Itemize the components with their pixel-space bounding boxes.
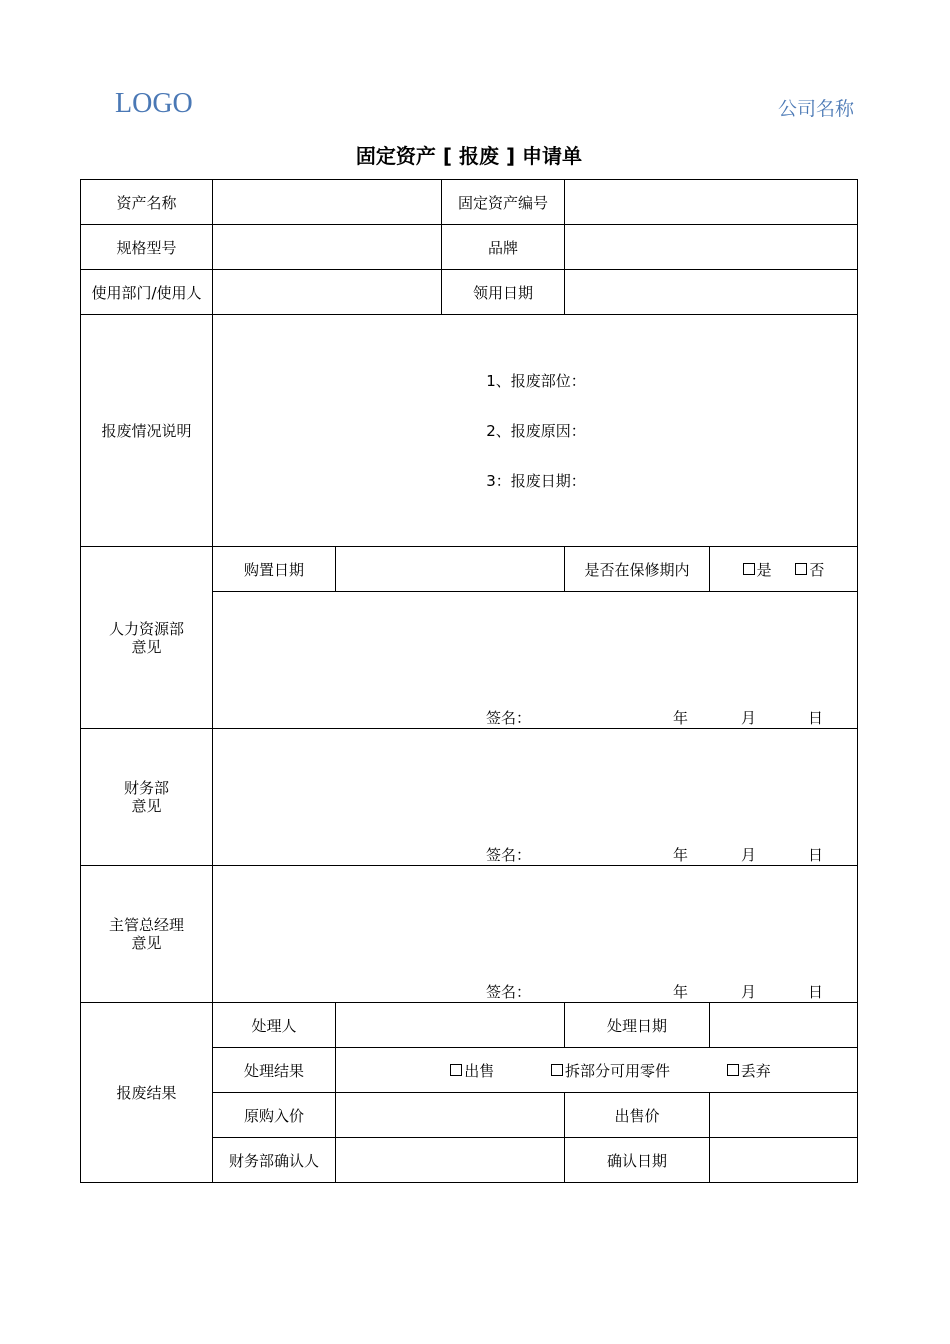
gm-opinion-field[interactable] [213,866,858,1003]
hr-opinion-field[interactable] [213,592,858,729]
option-parts-label: 拆部分可用零件 [564,1061,670,1080]
checkbox-icon[interactable] [795,563,807,575]
dept-field[interactable] [213,270,442,315]
logo: LOGO [115,88,193,119]
scrap-desc-label: 报废情况说明 [81,315,213,547]
handler-label: 处理人 [213,1003,336,1048]
day-label: 日 [808,983,824,1001]
gm-label-line2: 意见 [131,934,162,952]
gm-label-line1: 主管总经理 [108,916,184,934]
day-label: 日 [808,846,824,864]
finance-label-line1: 财务部 [123,779,169,797]
hr-label-line2: 意见 [131,637,162,656]
confirm-date-field[interactable] [710,1138,858,1183]
sign-label: 签名： [486,709,532,727]
row-hr-purchase [81,547,858,592]
day-label: 日 [808,709,824,727]
gm-signature-line [213,980,857,1002]
year-label: 年 [673,846,689,864]
scrap-part-line: 1、报废部位： [486,371,586,390]
asset-name-field[interactable] [213,180,442,225]
finance-opinion-field[interactable] [213,729,858,866]
purchase-date-label: 购置日期 [213,547,336,592]
sign-label: 签名： [486,983,532,1001]
finance-confirmer-label: 财务部确认人 [213,1138,336,1183]
option-discard[interactable] [727,1060,771,1081]
original-price-label: 原购入价 [213,1093,336,1138]
finance-confirmer-field[interactable] [336,1138,565,1183]
scrap-reason-line: 2、报废原因： [486,421,586,440]
year-label: 年 [673,709,689,727]
scrap-date-line: 3：报废日期： [486,471,586,490]
outcome-options [336,1048,858,1093]
row-dept [81,270,858,315]
row-scrap-desc [81,315,858,547]
dept-label: 使用部门/使用人 [81,270,213,315]
option-parts[interactable] [551,1060,670,1081]
scrap-application-form [80,179,858,1183]
checkbox-icon[interactable] [450,1064,462,1076]
row-asset-name [81,180,858,225]
warranty-label: 是否在保修期内 [565,547,710,592]
month-label: 月 [741,846,757,864]
asset-name-label: 资产名称 [81,180,213,225]
gm-opinion-label [81,866,213,1003]
checkbox-icon[interactable] [727,1064,739,1076]
outcome-label: 处理结果 [213,1048,336,1093]
hr-signature-line [213,706,857,728]
row-result-handler [81,1003,858,1048]
asset-no-field[interactable] [565,180,858,225]
brand-label: 品牌 [442,225,565,270]
receive-date-label: 领用日期 [442,270,565,315]
hr-label-line1: 人力资源部 [108,619,184,638]
month-label: 月 [741,983,757,1001]
row-gm-opinion [81,866,858,1003]
warranty-yes-option[interactable] [743,559,772,580]
receive-date-field[interactable] [565,270,858,315]
checkbox-icon[interactable] [743,563,755,575]
asset-no-label: 固定资产编号 [442,180,565,225]
sign-label: 签名： [486,846,532,864]
handle-date-label: 处理日期 [565,1003,710,1048]
spec-field[interactable] [213,225,442,270]
warranty-yes-label: 是 [756,560,772,579]
original-price-field[interactable] [336,1093,565,1138]
option-sell[interactable] [450,1060,494,1081]
finance-label-line2: 意见 [131,797,162,815]
hr-opinion-label [81,547,213,729]
scrap-result-label: 报废结果 [81,1003,213,1183]
row-finance-opinion [81,729,858,866]
scrap-desc-field[interactable] [213,315,858,547]
purchase-date-field[interactable] [336,547,565,592]
handle-date-field[interactable] [710,1003,858,1048]
spec-label: 规格型号 [81,225,213,270]
warranty-no-option[interactable] [795,559,824,580]
warranty-no-label: 否 [809,560,825,579]
checkbox-icon[interactable] [551,1064,563,1076]
year-label: 年 [673,983,689,1001]
sale-price-field[interactable] [710,1093,858,1138]
confirm-date-label: 确认日期 [565,1138,710,1183]
brand-field[interactable] [565,225,858,270]
sale-price-label: 出售价 [565,1093,710,1138]
company-name: 公司名称 [777,98,854,120]
warranty-options [710,547,858,592]
finance-opinion-label [81,729,213,866]
option-sell-label: 出售 [464,1061,495,1080]
option-discard-label: 丢弃 [740,1061,771,1080]
row-spec [81,225,858,270]
month-label: 月 [741,709,757,727]
finance-signature-line [213,843,857,865]
form-title: 固定资产 [ 报废 ] 申请单 [355,144,583,168]
handler-field[interactable] [336,1003,565,1048]
